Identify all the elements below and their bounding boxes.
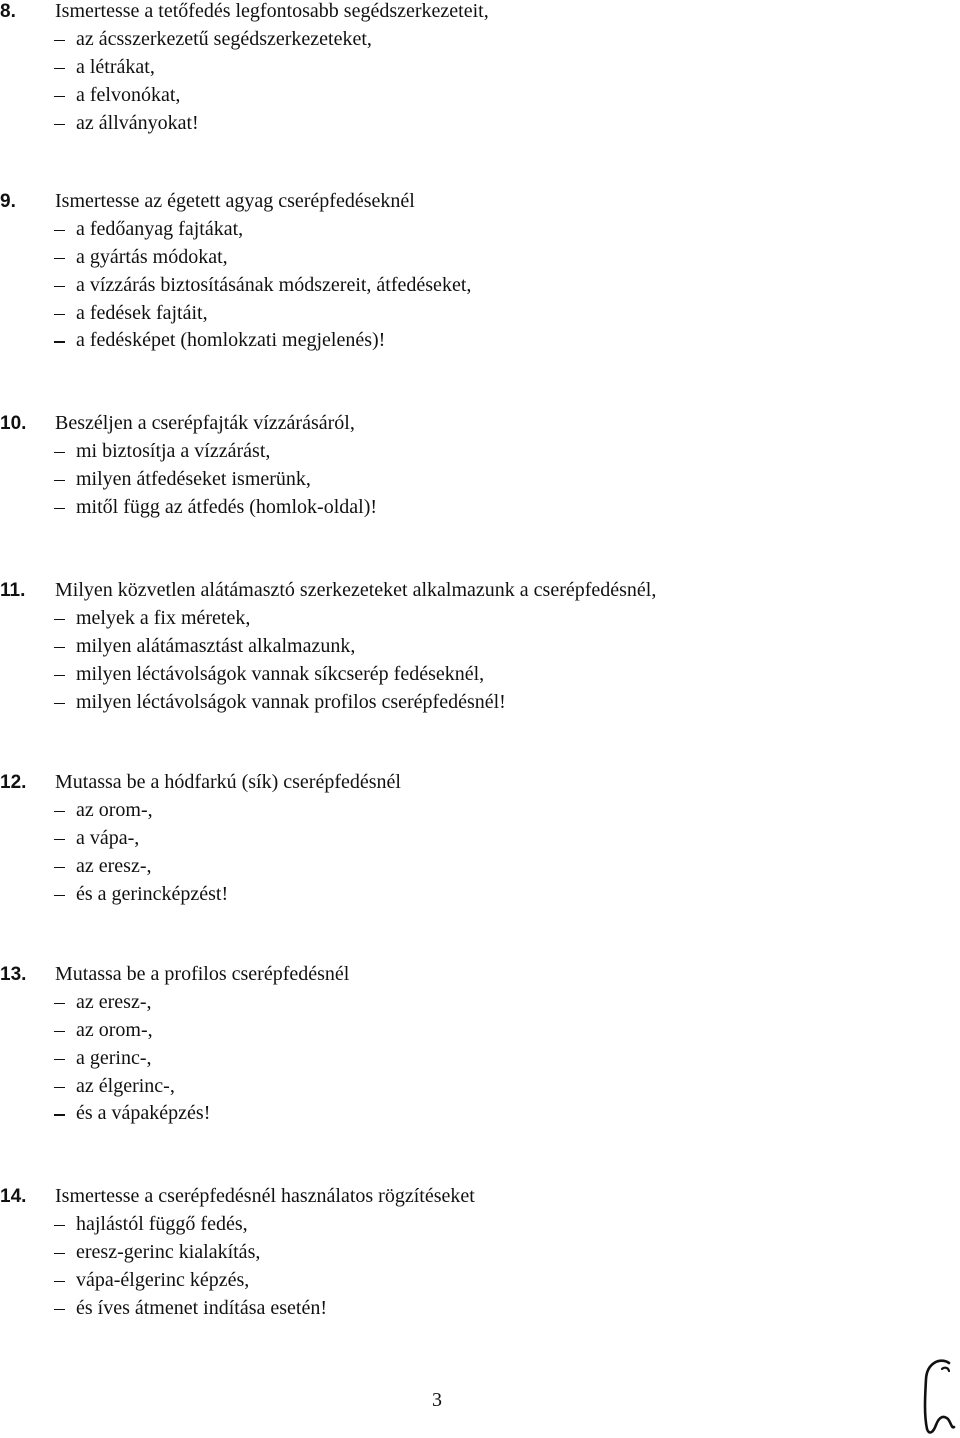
question-title: Ismertesse a cserépfedésnél használatos rögzítéseket <box>55 1185 475 1207</box>
question-heading <box>0 0 900 26</box>
dash-bullet-icon <box>54 619 65 621</box>
dash-bullet-icon <box>54 452 65 454</box>
dash-bullet-icon <box>54 895 65 897</box>
dash-bullet-icon <box>54 96 65 98</box>
list-item: az orom-, <box>0 797 900 825</box>
list-item: az ácsszerkezetű segédszerkezeteket, <box>0 26 900 54</box>
dash-bullet-icon <box>54 314 65 316</box>
list-item: milyen léctávolságok vannak profilos cserépfedésnél! <box>0 689 900 717</box>
list-item: a vápa-, <box>0 825 900 853</box>
dash-bullet-icon <box>54 703 65 705</box>
question-number: 8. <box>0 1 16 22</box>
question-heading <box>0 1183 900 1211</box>
question-title: Beszéljen a cserépfajták vízzárásáról, <box>55 412 355 434</box>
dash-bullet-icon <box>54 286 65 288</box>
dash-bullet-icon <box>54 1003 65 1005</box>
question-heading <box>0 188 900 216</box>
question-title: Ismertesse az égetett agyag cserépfedéseknél <box>55 190 415 212</box>
page-number: 3 <box>432 1389 442 1411</box>
dash-bullet-icon <box>54 1087 65 1089</box>
question-number: 12. <box>0 772 27 793</box>
dash-bullet-icon <box>54 341 65 343</box>
list-item: milyen alátámasztást alkalmazunk, <box>0 633 900 661</box>
list-item: hajlástól függő fedés, <box>0 1211 900 1239</box>
list-item: a fedések fajtáit, <box>0 300 900 328</box>
list-item: mitől függ az átfedés (homlok-oldal)! <box>0 494 900 522</box>
list-item: a létrákat, <box>0 54 900 82</box>
list-item: a gyártás módokat, <box>0 244 900 272</box>
list-item: a vízzárás biztosításának módszereit, átfedéseket, <box>0 272 900 300</box>
question-number: 14. <box>0 1186 27 1207</box>
question-title: Mutassa be a profilos cserépfedésnél <box>55 963 350 985</box>
dash-bullet-icon <box>54 1281 65 1283</box>
list-item: eresz-gerinc kialakítás, <box>0 1239 900 1267</box>
question-14 <box>0 1183 900 1322</box>
list-item: milyen átfedéseket ismerünk, <box>0 466 900 494</box>
question-number: 11. <box>0 580 26 601</box>
list-item: az eresz-, <box>0 989 900 1017</box>
dash-bullet-icon <box>54 1309 65 1311</box>
dash-bullet-icon <box>54 258 65 260</box>
dash-bullet-icon <box>54 230 65 232</box>
dash-bullet-icon <box>54 675 65 677</box>
dash-bullet-icon <box>54 839 65 841</box>
list-item: az élgerinc-, <box>0 1073 900 1101</box>
list-item: mi biztosítja a vízzárást, <box>0 438 900 466</box>
list-item: vápa-élgerinc képzés, <box>0 1267 900 1295</box>
question-title: Ismertesse a tetőfedés legfontosabb segédszerkezeteit, <box>55 0 489 22</box>
question-heading <box>0 961 900 989</box>
dash-bullet-icon <box>54 1031 65 1033</box>
question-heading <box>0 769 900 797</box>
question-title: Milyen közvetlen alátámasztó szerkezeteket alkalmazunk a cserépfedésnél, <box>55 579 657 601</box>
question-number: 13. <box>0 964 27 985</box>
list-item: és íves átmenet indítása esetén! <box>0 1295 900 1323</box>
handwritten-signature-icon <box>918 1357 958 1435</box>
dash-bullet-icon <box>54 68 65 70</box>
dash-bullet-icon <box>54 480 65 482</box>
list-item: és a vápaképzés! <box>0 1100 900 1128</box>
question-8 <box>0 0 900 137</box>
question-title: Mutassa be a hódfarkú (sík) cserépfedésnél <box>55 771 401 793</box>
list-item: a fedésképet (homlokzati megjelenés)! <box>0 327 900 355</box>
question-heading <box>0 410 900 438</box>
dash-bullet-icon <box>54 1114 65 1116</box>
dash-bullet-icon <box>54 1253 65 1255</box>
dash-bullet-icon <box>54 811 65 813</box>
question-heading <box>0 577 900 605</box>
list-item: milyen léctávolságok vannak síkcserép fedéseknél, <box>0 661 900 689</box>
list-item: melyek a fix méretek, <box>0 605 900 633</box>
dash-bullet-icon <box>54 124 65 126</box>
dash-bullet-icon <box>54 647 65 649</box>
question-13 <box>0 961 900 1128</box>
list-item: a felvonókat, <box>0 82 900 110</box>
list-item: az orom-, <box>0 1017 900 1045</box>
dash-bullet-icon <box>54 40 65 42</box>
question-11 <box>0 577 900 716</box>
list-item: a gerinc-, <box>0 1045 900 1073</box>
question-12 <box>0 769 900 908</box>
question-number: 10. <box>0 413 27 434</box>
question-9 <box>0 188 900 355</box>
list-item: az eresz-, <box>0 853 900 881</box>
dash-bullet-icon <box>54 508 65 510</box>
dash-bullet-icon <box>54 867 65 869</box>
list-item: az állványokat! <box>0 110 900 138</box>
question-10 <box>0 410 900 522</box>
list-item: és a gerincképzést! <box>0 881 900 909</box>
dash-bullet-icon <box>54 1059 65 1061</box>
list-item: a fedőanyag fajtákat, <box>0 216 900 244</box>
question-number: 9. <box>0 191 16 212</box>
dash-bullet-icon <box>54 1225 65 1227</box>
